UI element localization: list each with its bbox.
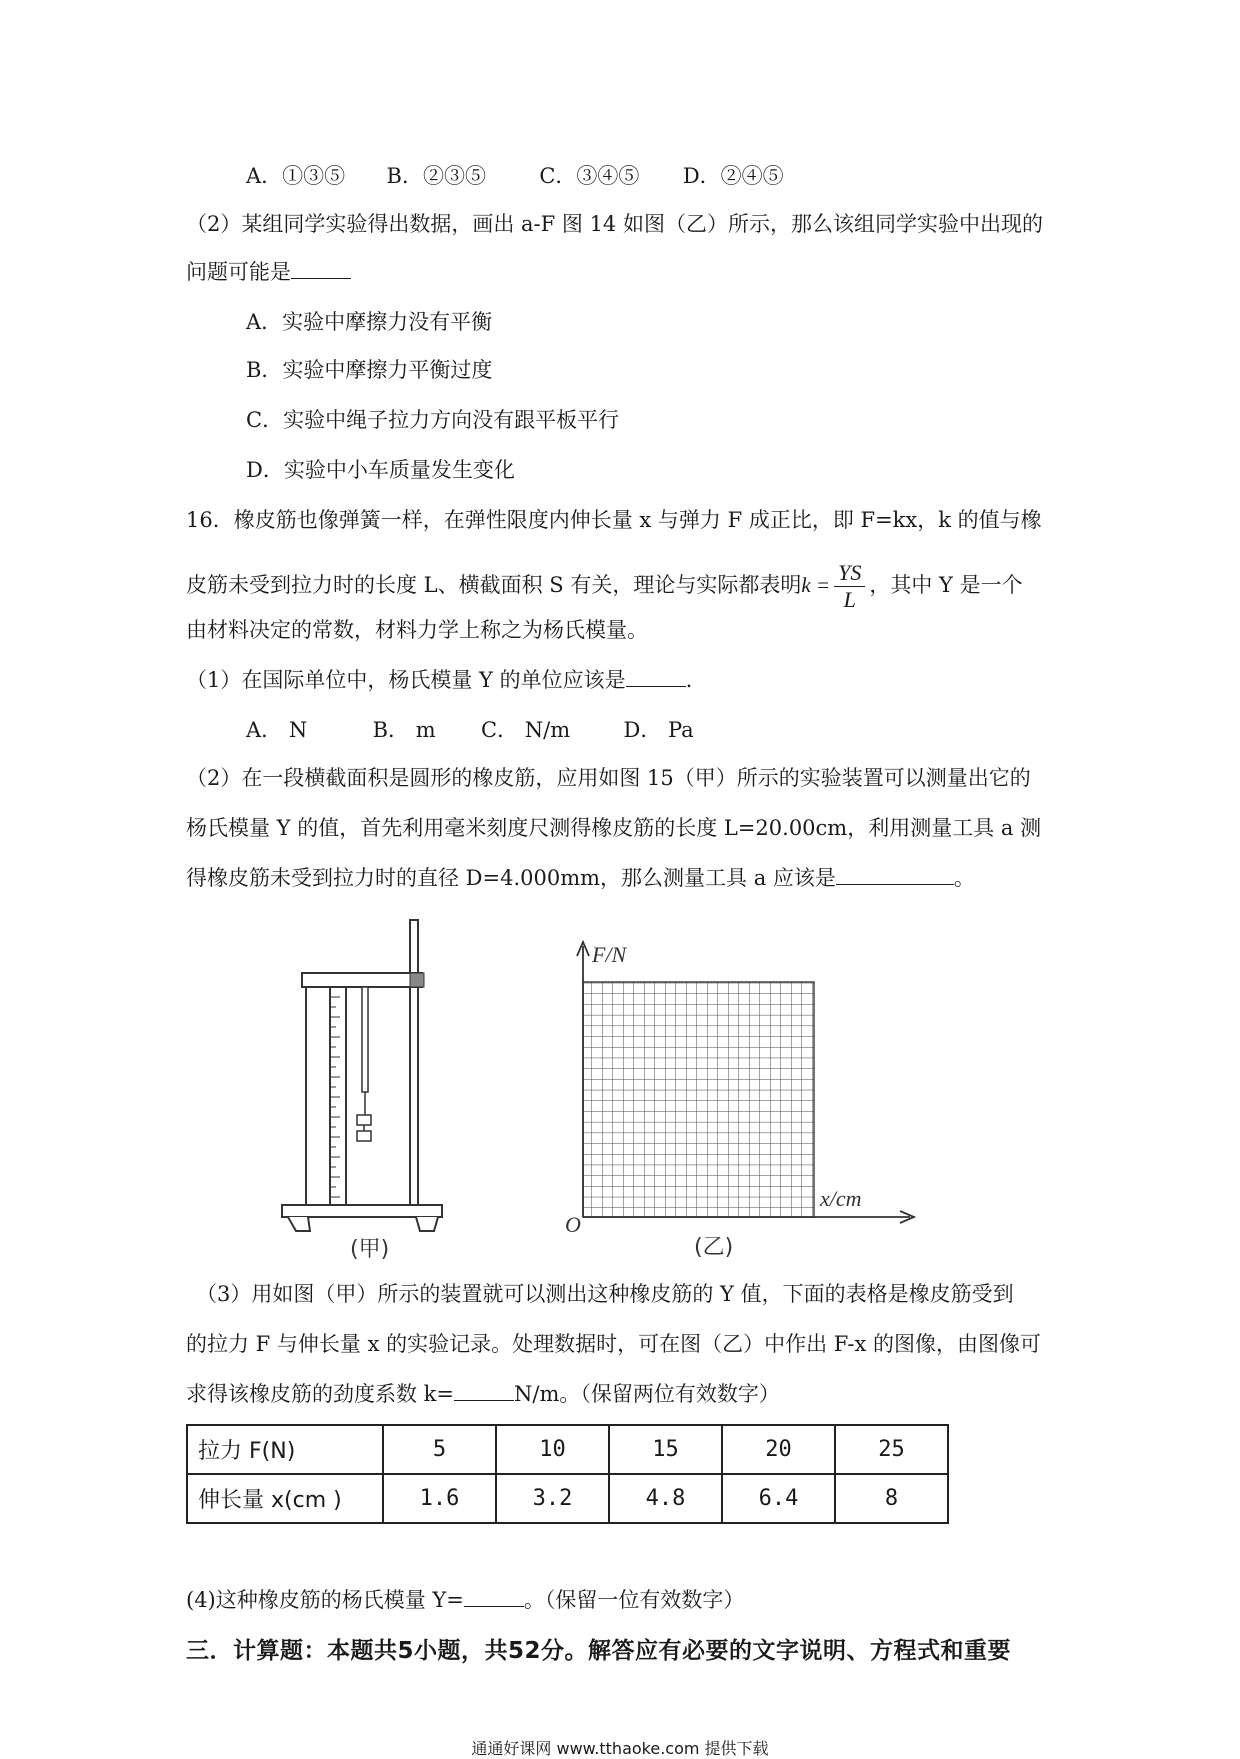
q16-part4 bbox=[186, 1586, 744, 1614]
q16-part4-text: (4)这种橡皮筋的杨氏模量 Y= bbox=[186, 1588, 464, 1612]
formula-lhs: k = bbox=[801, 573, 831, 597]
table-cell: 20 bbox=[722, 1425, 835, 1474]
q16-part1-choices bbox=[246, 716, 694, 744]
q15-choice-a: A．实验中摩擦力没有平衡 bbox=[246, 310, 493, 334]
q15-choice-c: C．实验中绳子拉力方向没有跟平板平行 bbox=[246, 408, 620, 432]
page-footer: 通通好课网 www.tthaoke.com 提供下载 bbox=[471, 1739, 769, 1758]
formula-numerator: YS bbox=[834, 560, 865, 587]
answer-blank bbox=[464, 1586, 524, 1607]
table-cell: 5 bbox=[383, 1425, 496, 1474]
apparatus-figure bbox=[270, 905, 450, 1235]
q16-choice-a: A． N bbox=[246, 718, 308, 742]
grid-figure bbox=[560, 940, 920, 1240]
table-cell: 10 bbox=[496, 1425, 609, 1474]
q16-part3-line3 bbox=[186, 1380, 780, 1408]
q15-options bbox=[246, 162, 784, 190]
q16-part1-text: （1）在国际单位中，杨氏模量 Y 的单位应该是 bbox=[186, 668, 626, 692]
q16-intro-line1: 16．橡皮筋也像弹簧一样，在弹性限度内伸长量 x 与弹力 F 成正比，即 F=kx，k 的值与橡 bbox=[186, 508, 1042, 532]
section3-heading: 三．计算题：本题共5小题，共52分。解答应有必要的文字说明、方程式和重要 bbox=[186, 1638, 1012, 1664]
table-cell: 4.8 bbox=[609, 1474, 722, 1523]
table-cell: 15 bbox=[609, 1425, 722, 1474]
table-row-header: 拉力 F(N) bbox=[187, 1425, 383, 1474]
answer-blank bbox=[454, 1380, 514, 1401]
answer-blank bbox=[291, 258, 351, 279]
table-cell: 1.6 bbox=[383, 1474, 496, 1523]
q16-part3-line1: （3）用如图（甲）所示的装置就可以测出这种橡皮筋的 Y 值，下面的表格是橡皮筋受到 bbox=[196, 1282, 1014, 1306]
q15-part2-text: 问题可能是 bbox=[186, 260, 291, 284]
q16-part2-line1: （2）在一段横截面积是圆形的橡皮筋，应用如图 15（甲）所示的实验装置可以测量出它的 bbox=[186, 766, 1031, 790]
q16-part2-line2: 杨氏模量 Y 的值，首先利用毫米刻度尺测得橡皮筋的长度 L=20.00cm，利用测量工具 a 测 bbox=[186, 816, 1042, 840]
q16-part4-text-end: 。（保留一位有效数字） bbox=[523, 1588, 745, 1612]
q15-part2-line2 bbox=[186, 258, 351, 286]
table-cell: 6.4 bbox=[722, 1474, 835, 1523]
q16-intro-text: 皮筋未受到拉力时的长度 L、横截面积 S 有关，理论与实际都表明 bbox=[186, 573, 802, 597]
table-cell: 8 bbox=[835, 1474, 948, 1523]
q16-part3-text: 求得该橡皮筋的劲度系数 k= bbox=[186, 1382, 454, 1406]
table-cell: 25 bbox=[835, 1425, 948, 1474]
q15-part2-line1: （2）某组同学实验得出数据，画出 a-F 图 14 如图（乙）所示，那么该组同学实验中出现的 bbox=[186, 212, 1043, 236]
q15-option-b: B．②③⑤ bbox=[386, 164, 486, 188]
q16-part2-line3 bbox=[186, 864, 975, 892]
q15-option-d: D．②④⑤ bbox=[682, 164, 784, 188]
figure-yi-caption: (乙) bbox=[694, 1235, 734, 1260]
q16-part3-line2: 的拉力 F 与伸长量 x 的实验记录。处理数据时，可在图（乙）中作出 F-x 的图像，由图像可 bbox=[186, 1332, 1042, 1356]
q16-intro-text-end: ，其中 Y 是一个 bbox=[869, 573, 1023, 597]
q16-part1-end: . bbox=[685, 668, 693, 692]
q15-option-c: C．③④⑤ bbox=[539, 164, 640, 188]
q16-choice-c: C． N/m bbox=[481, 718, 571, 742]
table-row-header: 伸长量 x(cm ) bbox=[187, 1474, 383, 1523]
x-axis-label: x/cm bbox=[820, 1186, 862, 1211]
q16-choice-b: B． m bbox=[372, 718, 436, 742]
table-row bbox=[187, 1425, 948, 1474]
q16-part1 bbox=[186, 666, 692, 694]
formula-fraction bbox=[834, 560, 865, 613]
q16-part2-end: 。 bbox=[953, 866, 975, 890]
q16-part3-text-end: N/m。（保留两位有效数字） bbox=[514, 1382, 780, 1406]
q16-part2-text: 得橡皮筋未受到拉力时的直径 D=4.000mm，那么测量工具 a 应该是 bbox=[186, 866, 836, 890]
data-table bbox=[186, 1424, 949, 1524]
answer-blank bbox=[836, 864, 954, 885]
answer-blank bbox=[626, 666, 686, 687]
y-axis-label: F/N bbox=[592, 942, 627, 967]
q15-choice-b: B．实验中摩擦力平衡过度 bbox=[246, 358, 493, 382]
q16-intro-line2 bbox=[186, 560, 1023, 613]
origin-label: O bbox=[565, 1212, 581, 1237]
formula-denominator: L bbox=[843, 587, 856, 612]
figure-jia-caption: (甲) bbox=[350, 1237, 390, 1262]
table-cell: 3.2 bbox=[496, 1474, 609, 1523]
q16-choice-d: D． Pa bbox=[623, 718, 694, 742]
q15-option-a: A．①③⑤ bbox=[246, 164, 346, 188]
table-row bbox=[187, 1474, 948, 1523]
q16-intro-line3: 由材料决定的常数，材料力学上称之为杨氏模量。 bbox=[186, 618, 648, 642]
q15-choice-d: D．实验中小车质量发生变化 bbox=[246, 458, 515, 482]
